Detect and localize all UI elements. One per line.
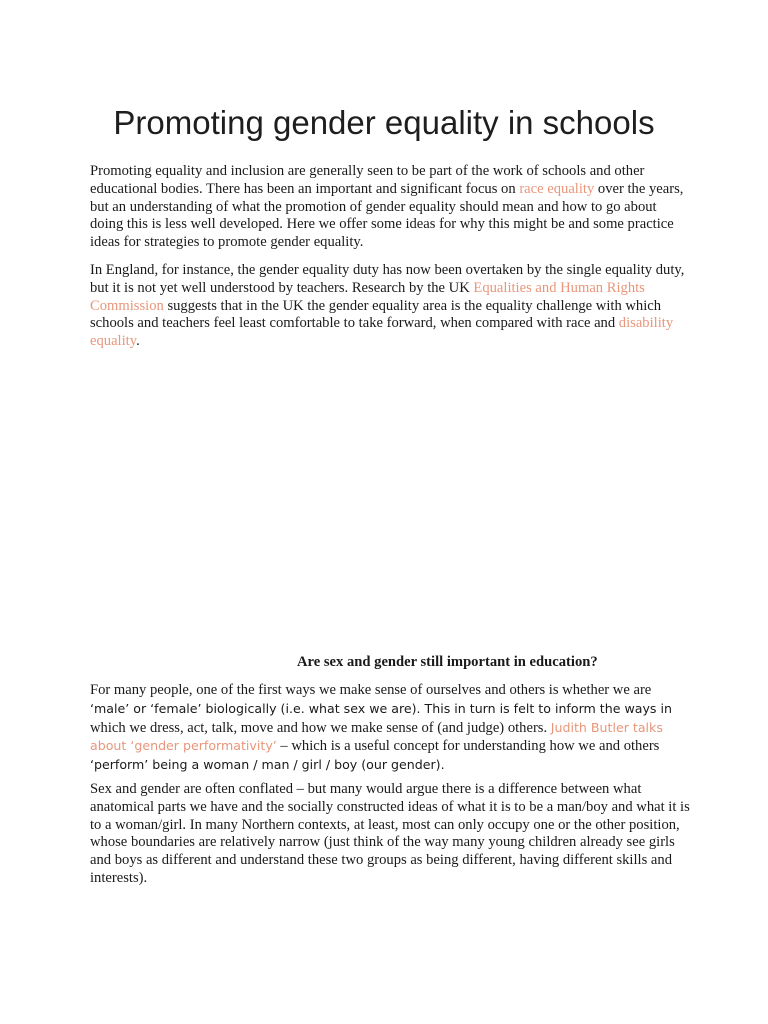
paragraph-text: . — [136, 333, 140, 350]
sex-gender-paragraph — [90, 682, 690, 775]
paragraph-text: In England, for instance, the gender equality duty has now been overtaken by the single equality duty, but it is not yet well understood by teachers. Research by the UK — [90, 262, 685, 296]
race-equality-link[interactable]: race equality — [519, 180, 595, 197]
intro-paragraph — [90, 163, 690, 252]
paragraph-text: Sex and gender are often conflated – but many would argue there is a difference between what anatomical parts we have and the socially constructed ideas of what it is to be a man/boy and what it is to a woman/girl. In many Northern contexts, at least, most can only occupy one or the other position, whose boundaries are relatively narrow (just think of the way many young children already see girls and boys as different and understand these two groups as being different, having different skills and interests). — [90, 781, 690, 886]
judith-butler-link[interactable]: Judith Butler talks about ‘gender performativity’ — [90, 719, 663, 754]
paragraph-text: which we dress, act, talk, move and how we make sense of (and judge) others. — [90, 719, 551, 736]
paragraph-text: ‘perform’ being a woman / man / girl / boy (our gender). — [90, 757, 445, 773]
paragraph-text: over the years, but an understanding of what the promotion of gender equality should mean and how to go about doing this is less well developed. Here we offer some ideas for why this might be and some practice ideas for strategies to promote gender equality. — [90, 180, 684, 251]
disability-equality-link[interactable]: disability equality — [90, 315, 674, 350]
paragraph-text: ‘male’ or ‘female’ biologically (i.e. what sex we are). This in turn is felt to inform the ways in — [90, 700, 672, 716]
ehrc-link[interactable]: Equalities and Human Rights Commission — [90, 279, 645, 314]
section-heading: Are sex and gender still important in education? — [297, 654, 598, 670]
paragraph-text: Promoting equality and inclusion are generally seen to be part of the work of schools and other educational bodies. There has been an important and significant focus on — [90, 163, 645, 197]
england-paragraph — [90, 262, 690, 351]
paragraph-text: suggests that in the UK the gender equality area is the equality challenge with which schools and teachers feel least comfortable to take forward, when compared with race and — [90, 297, 662, 332]
page-title: Promoting gender equality in schools — [113, 104, 655, 141]
conflated-paragraph — [90, 781, 690, 888]
paragraph-text: For many people, one of the first ways we make sense of ourselves and others is whether we are — [90, 682, 652, 698]
paragraph-text: – which is a useful concept for understanding how we and others — [276, 738, 660, 755]
